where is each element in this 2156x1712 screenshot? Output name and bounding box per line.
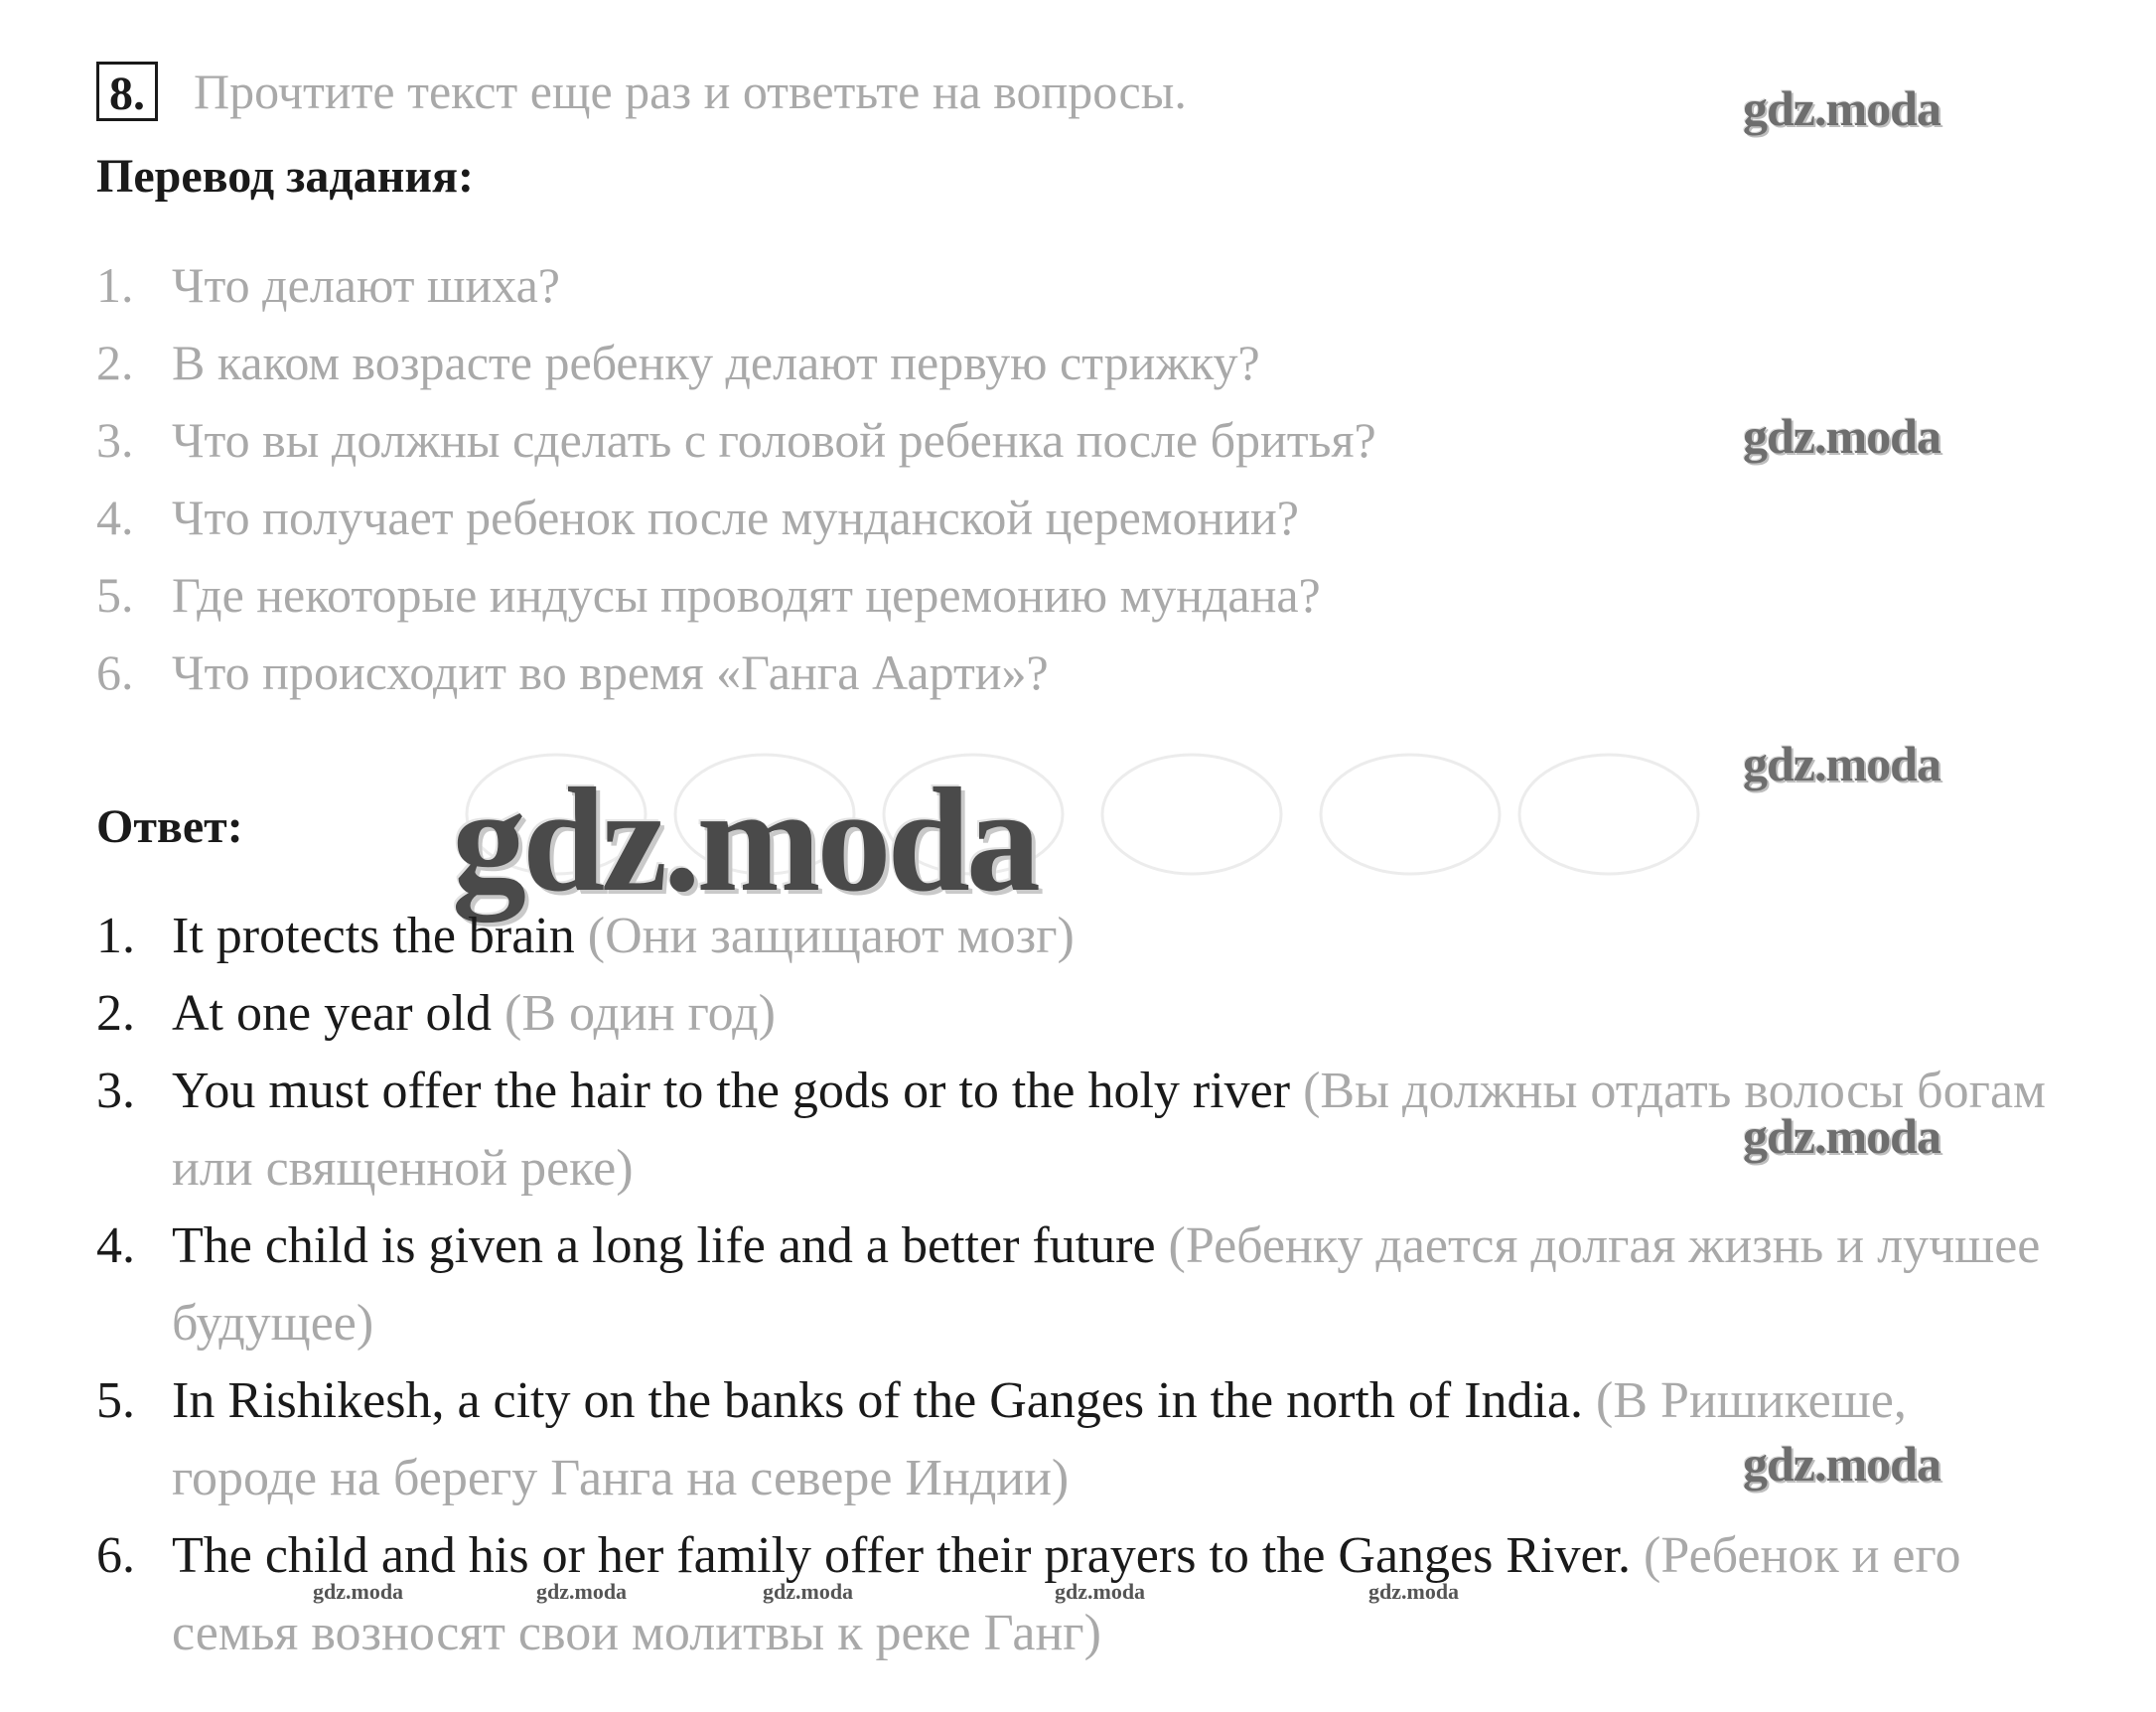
answer-russian: (Вы должны отдать волосы богам или священной реке) [172, 1063, 2046, 1197]
answer-list [96, 898, 2063, 1672]
watermark: gdz.moda [1743, 736, 1940, 791]
answer-russian: (В Ришикеше, городе на берегу Ганга на севере Индии) [172, 1372, 1907, 1506]
translation-heading: Перевод задания: [96, 150, 474, 203]
task-header [96, 62, 1187, 121]
question-item [96, 479, 1376, 556]
question-number: 5. [96, 567, 134, 623]
question-list [96, 246, 1376, 711]
answer-english: The child and his or her family offer their prayers to the Ganges River. [172, 1527, 1632, 1584]
answer-number: 6. [96, 1527, 135, 1584]
question-item [96, 401, 1376, 479]
question-number: 6. [96, 644, 134, 700]
question-number: 4. [96, 490, 134, 545]
question-number: 1. [96, 257, 134, 313]
answer-number: 1. [96, 908, 135, 964]
answer-russian: (Они защищают мозг) [587, 908, 1075, 964]
answer-english: At one year old [172, 985, 493, 1042]
question-text: Что происходит во время «Ганга Аарти»? [172, 644, 1049, 700]
answer-russian: (В один год) [504, 985, 776, 1042]
question-text: Что делают шиха? [172, 257, 560, 313]
watermark-small: gdz.moda [1368, 1579, 1460, 1604]
answer-item [96, 975, 2063, 1053]
question-text: Что получает ребенок после мунданской церемонии? [172, 490, 1299, 545]
answer-number: 4. [96, 1217, 135, 1274]
question-text: Что вы должны сделать с головой ребенка после бритья? [172, 412, 1376, 468]
task-instruction: Прочтите текст еще раз и ответьте на вопросы. [194, 64, 1187, 119]
answer-russian: (Ребенку дается долгая жизнь и лучшее будущее) [172, 1217, 2041, 1352]
answer-english: In Rishikesh, a city on the banks of the Ganges in the north of India. [172, 1372, 1584, 1429]
question-item [96, 634, 1376, 711]
answer-heading: Ответ: [96, 800, 243, 853]
answer-number: 2. [96, 985, 135, 1042]
question-item [96, 556, 1376, 634]
watermark-small: gdz.moda [313, 1579, 404, 1604]
answer-english: You must offer the hair to the gods or to the holy river [172, 1063, 1291, 1119]
question-item [96, 246, 1376, 324]
watermark-small: gdz.moda [763, 1579, 854, 1604]
answer-item [96, 1208, 2063, 1362]
watermark: gdz.moda [1743, 408, 1940, 464]
watermark: gdz.moda [1743, 80, 1940, 136]
answer-english: The child is given a long life and a better future [172, 1217, 1156, 1274]
watermark-small: gdz.moda [536, 1579, 628, 1604]
question-text: Где некоторые индусы проводят церемонию мундана? [172, 567, 1321, 623]
question-number: 2. [96, 335, 134, 390]
answer-number: 3. [96, 1063, 135, 1119]
question-item [96, 324, 1376, 401]
question-number: 3. [96, 412, 134, 468]
watermark-small: gdz.moda [1055, 1579, 1146, 1604]
watermark: gdz.moda [1743, 1108, 1940, 1164]
watermark-logo: gdz.moda [452, 758, 1037, 923]
answer-number: 5. [96, 1372, 135, 1429]
watermark: gdz.moda [1743, 1436, 1940, 1492]
task-number: 8. [96, 62, 158, 121]
answer-english: It protects the brain [172, 908, 575, 964]
answer-item [96, 898, 2063, 975]
question-text: В каком возрасте ребенку делают первую стрижку? [172, 335, 1260, 390]
answer-russian: (Ребенок и его семья возносят свои молитвы к реке Ганг) [172, 1527, 1961, 1661]
